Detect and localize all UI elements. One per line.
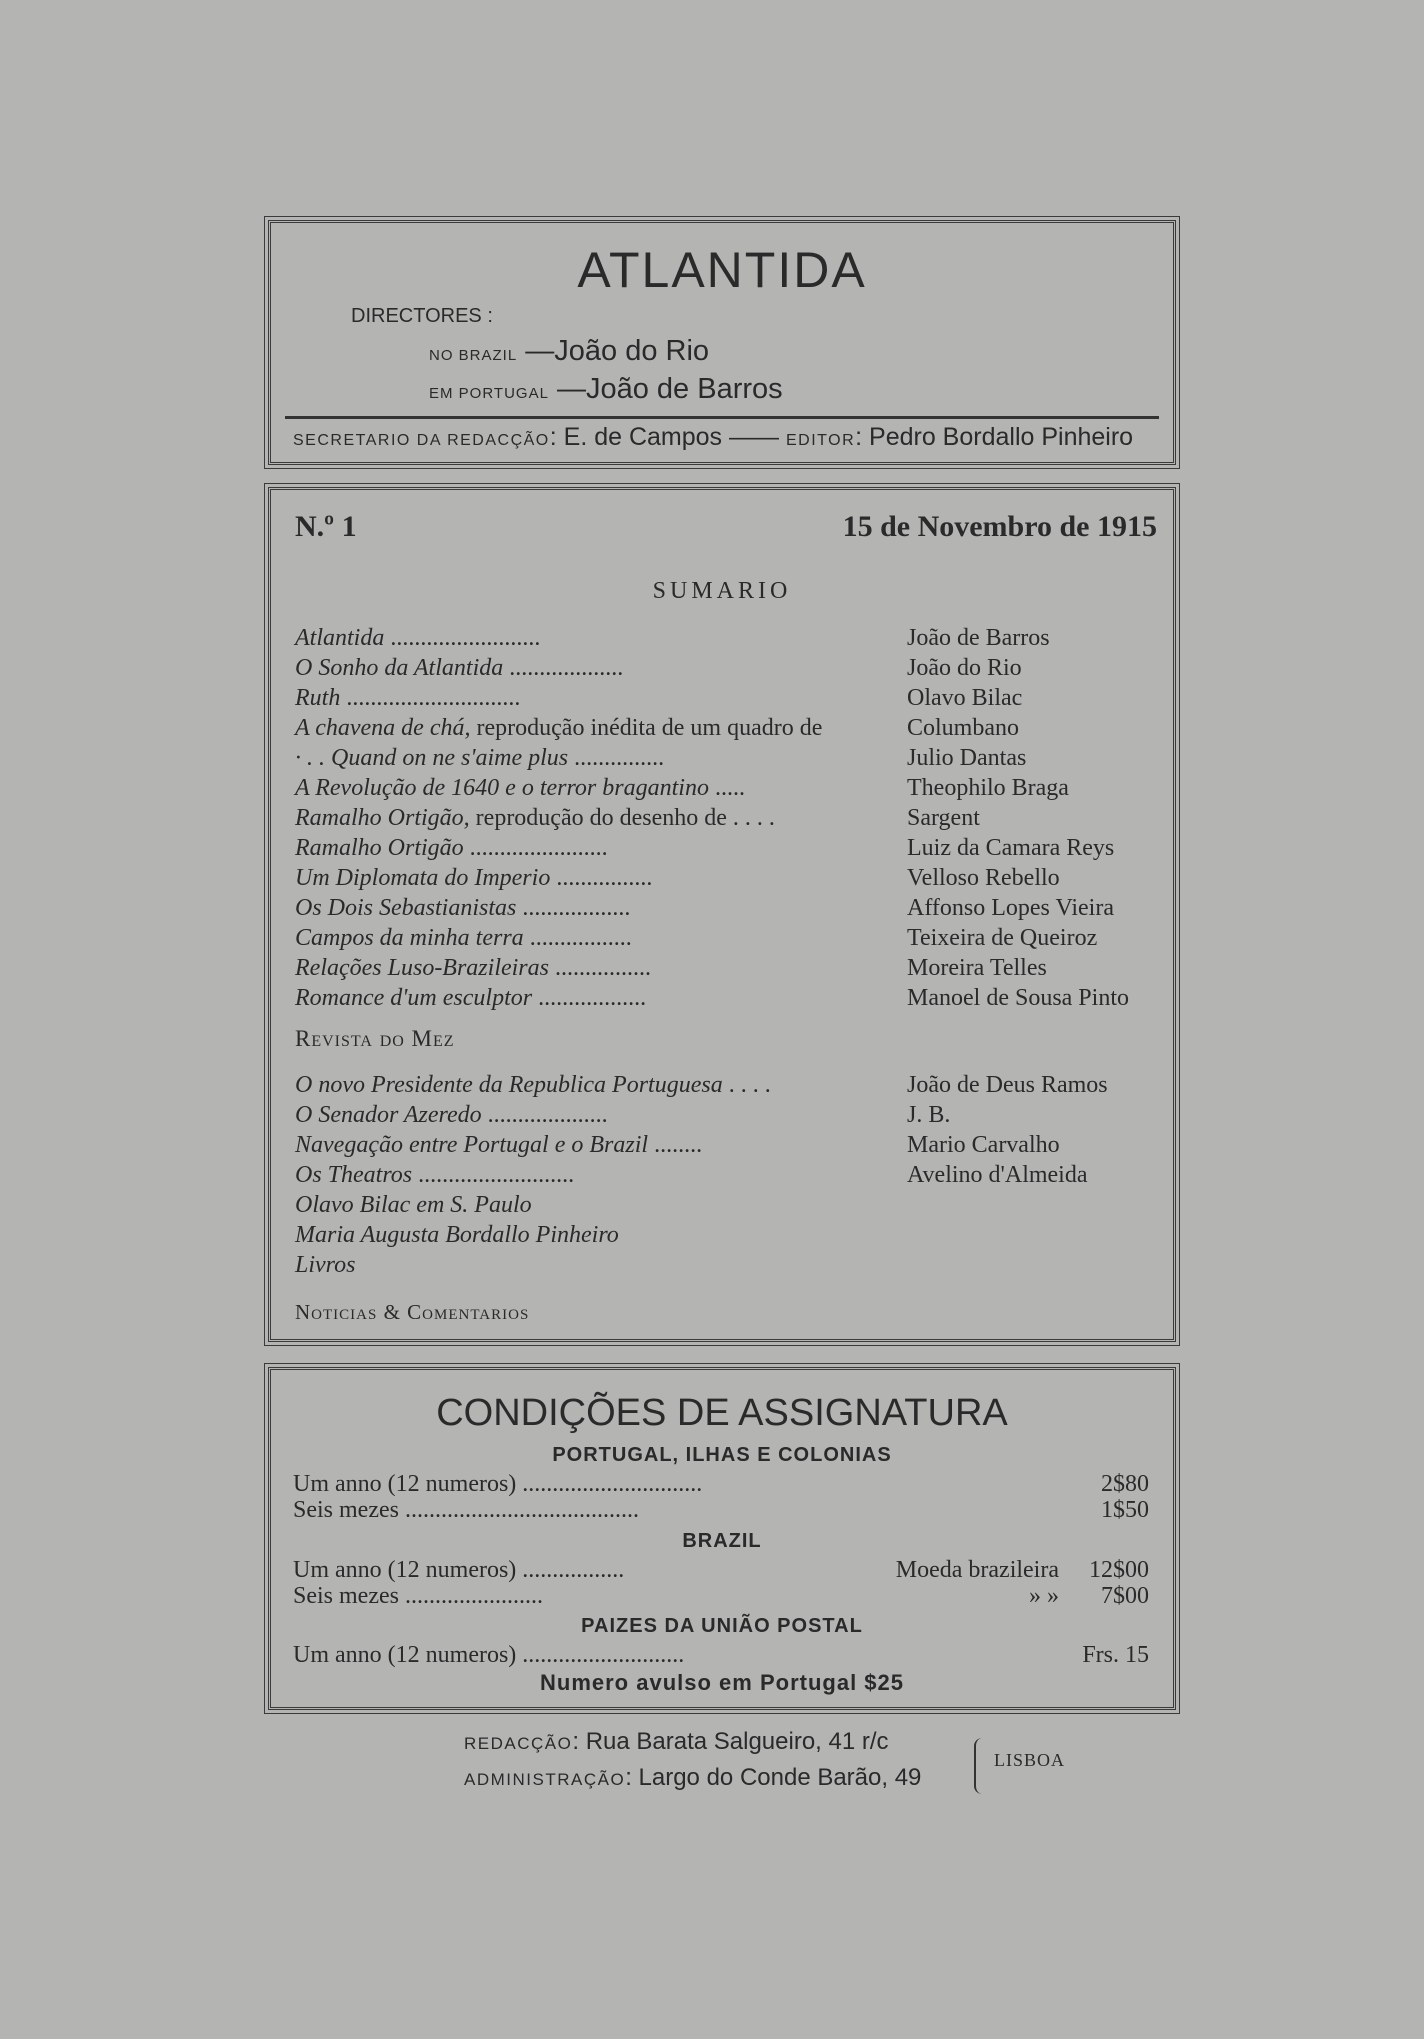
price-row xyxy=(293,1471,1149,1498)
summary-list xyxy=(295,623,1163,1013)
price-label: Seis mezes xyxy=(293,1583,399,1609)
admin-address xyxy=(464,1761,921,1797)
list-item xyxy=(295,1070,1163,1100)
staff-separator: —— xyxy=(729,423,780,451)
director-prefix: EM PORTUGAL xyxy=(429,385,549,402)
article-title: A Revolução de 1640 e o terror bragantino xyxy=(295,775,709,801)
brazil-heading: BRAZIL xyxy=(682,1530,762,1552)
issue-number: N.º 1 xyxy=(295,510,357,543)
price-row xyxy=(293,1642,1149,1669)
subscription-title: CONDIÇÕES DE ASSIGNATURA xyxy=(436,1392,1008,1434)
list-item xyxy=(295,773,1163,803)
dot-leader: ........ xyxy=(648,1132,703,1158)
secretary-name: : E. de Campos xyxy=(549,423,723,451)
list-item xyxy=(295,713,1163,743)
journal-title: ATLANTIDA xyxy=(577,242,867,298)
article-author: Mario Carvalho xyxy=(907,1132,1060,1158)
list-item xyxy=(295,743,1163,773)
price-label: Seis mezes xyxy=(293,1497,399,1523)
editor-label: EDITOR xyxy=(785,432,856,449)
article-title: Romance d'um esculptor xyxy=(295,985,533,1011)
article-title: Atlantida xyxy=(295,625,385,651)
union-heading: PAIZES DA UNIÃO POSTAL xyxy=(581,1615,863,1637)
redaccao-label: REDACÇÃO xyxy=(464,1734,573,1753)
secretary-label: SECRETARIO DA REDACÇÃO xyxy=(293,432,550,449)
article-title: Navegação entre Portugal e o Brazil xyxy=(295,1132,649,1158)
dot-leader: ....................... xyxy=(398,1583,543,1609)
price-label: Um anno (12 numeros) xyxy=(293,1471,517,1497)
currency-label: » » xyxy=(1029,1583,1059,1609)
price-row xyxy=(293,1497,1149,1524)
article-author: Luiz da Camara Reys xyxy=(907,835,1115,861)
list-item xyxy=(295,683,1163,713)
list-item xyxy=(295,893,1163,923)
director-prefix: NO BRAZIL xyxy=(429,347,518,364)
dot-leader: . . . . xyxy=(722,1072,771,1098)
dot-leader: .................... xyxy=(481,1102,608,1128)
directors-label: DIRECTORES : xyxy=(351,305,493,327)
article-author: Manoel de Sousa Pinto xyxy=(907,985,1129,1011)
article-title: Os Dois Sebastianistas xyxy=(295,895,517,921)
dot-leader: .................. xyxy=(532,985,647,1011)
dot-leader: ....................................... xyxy=(398,1497,639,1523)
dot-leader: ............................. xyxy=(340,685,521,711)
article-title: Campos da minha terra xyxy=(295,925,524,951)
dot-leader: ..... xyxy=(708,775,745,801)
article-title: Um Diplomata do Imperio xyxy=(295,865,551,891)
list-item xyxy=(295,1100,1163,1130)
price-row xyxy=(293,1583,1149,1610)
list-item xyxy=(295,833,1163,863)
price-label: Um anno (12 numeros) xyxy=(293,1642,517,1668)
dot-leader: ................... xyxy=(503,655,624,681)
list-item xyxy=(295,1250,1163,1280)
article-note: reprodução inédita de um quadro de xyxy=(470,715,823,741)
article-title: O Senador Azeredo xyxy=(295,1102,482,1128)
article-author: João de Deus Ramos xyxy=(907,1072,1108,1098)
article-author: J. B. xyxy=(907,1102,951,1128)
single-issue-price: Numero avulso em Portugal $25 xyxy=(540,1670,904,1695)
price-value: 7$00 xyxy=(1101,1583,1149,1609)
dot-leader: ......................... xyxy=(384,625,541,651)
article-note: reprodução do desenho de xyxy=(469,805,727,831)
summary-box xyxy=(268,487,1176,1342)
article-title: Ruth xyxy=(295,685,341,711)
price-label: Um anno (12 numeros) xyxy=(293,1557,517,1583)
list-item xyxy=(295,1130,1163,1160)
director-name: —João de Barros xyxy=(556,373,783,405)
list-item xyxy=(295,1160,1163,1190)
article-author: Sargent xyxy=(907,805,980,831)
article-author: João de Barros xyxy=(907,625,1050,651)
article-author: Theophilo Braga xyxy=(907,775,1069,801)
staff-line xyxy=(293,423,1163,452)
redaccao-address xyxy=(464,1725,921,1761)
currency-label: Moeda brazileira xyxy=(895,1557,1059,1583)
list-item xyxy=(295,803,1163,833)
article-title: Livros xyxy=(295,1252,356,1278)
price-row xyxy=(293,1557,1149,1584)
list-item xyxy=(295,953,1163,983)
editor-name: : Pedro Bordallo Pinheiro xyxy=(855,423,1134,451)
dot-leader: .......................... xyxy=(412,1162,575,1188)
dot-leader: ................. xyxy=(523,925,632,951)
price-value: 2$80 xyxy=(1101,1471,1149,1497)
article-author: Julio Dantas xyxy=(907,745,1027,771)
list-item xyxy=(295,623,1163,653)
price-value: 12$00 xyxy=(1089,1557,1149,1583)
article-author: Olavo Bilac xyxy=(907,685,1023,711)
article-title: · . . Quand on ne s'aime plus xyxy=(295,745,569,771)
director-brazil xyxy=(429,335,709,368)
dot-leader: ............... xyxy=(568,745,665,771)
dot-leader: . . . . xyxy=(726,805,775,831)
article-title: O Sonho da Atlantida xyxy=(295,655,504,681)
price-value: 1$50 xyxy=(1101,1497,1149,1523)
price-value: Frs. 15 xyxy=(1082,1642,1149,1668)
article-title: Os Theatros xyxy=(295,1162,413,1188)
list-item xyxy=(295,923,1163,953)
article-author: Moreira Telles xyxy=(907,955,1047,981)
dot-leader: ................ xyxy=(550,865,653,891)
admin-value: : Largo do Conde Barão, 49 xyxy=(625,1764,922,1791)
dot-leader: ................. xyxy=(516,1557,625,1583)
article-author: Teixeira de Queiroz xyxy=(907,925,1098,951)
subscription-box xyxy=(268,1367,1176,1710)
brace-icon xyxy=(974,1738,990,1794)
revista-heading: Revista do Mez xyxy=(295,1026,455,1051)
article-author: João do Rio xyxy=(907,655,1022,681)
article-author: Velloso Rebello xyxy=(907,865,1060,891)
issue-date: 15 de Novembro de 1915 xyxy=(842,510,1157,543)
dot-leader: .............................. xyxy=(516,1471,703,1497)
list-item xyxy=(295,653,1163,683)
dot-leader: ................ xyxy=(548,955,651,981)
list-item xyxy=(295,1220,1163,1250)
dot-leader: ........................... xyxy=(516,1642,685,1668)
masthead-box xyxy=(268,220,1176,465)
article-title: Relações Luso-Brazileiras xyxy=(295,955,549,981)
article-author: Columbano xyxy=(907,715,1019,741)
summary-title: SUMARIO xyxy=(652,578,792,604)
noticias-heading: Noticias & Comentarios xyxy=(295,1300,530,1324)
article-title: O novo Presidente da Republica Portuguesa xyxy=(295,1072,723,1098)
admin-label: ADMINISTRAÇÃO xyxy=(464,1770,626,1789)
masthead-rule xyxy=(285,416,1159,419)
article-author: Avelino d'Almeida xyxy=(907,1162,1088,1188)
portugal-heading: PORTUGAL, ILHAS E COLONIAS xyxy=(552,1444,892,1466)
list-item xyxy=(295,863,1163,893)
article-title: A chavena de chá, xyxy=(295,715,471,741)
redaccao-value: : Rua Barata Salgueiro, 41 r/c xyxy=(572,1728,889,1755)
article-title: Ramalho Ortigão, xyxy=(295,805,470,831)
article-title: Ramalho Ortigão xyxy=(295,835,464,861)
article-title: Olavo Bilac em S. Paulo xyxy=(295,1192,532,1218)
director-name: —João do Rio xyxy=(525,335,710,367)
dot-leader: .................. xyxy=(516,895,631,921)
address-block xyxy=(464,1725,921,1797)
list-item xyxy=(295,983,1163,1013)
article-title: Maria Augusta Bordallo Pinheiro xyxy=(295,1222,619,1248)
director-portugal xyxy=(429,373,783,406)
city-label: LISBOA xyxy=(994,1750,1066,1770)
list-item xyxy=(295,1190,1163,1220)
revista-list xyxy=(295,1070,1163,1280)
dot-leader: ....................... xyxy=(463,835,608,861)
article-author: Affonso Lopes Vieira xyxy=(907,895,1114,921)
